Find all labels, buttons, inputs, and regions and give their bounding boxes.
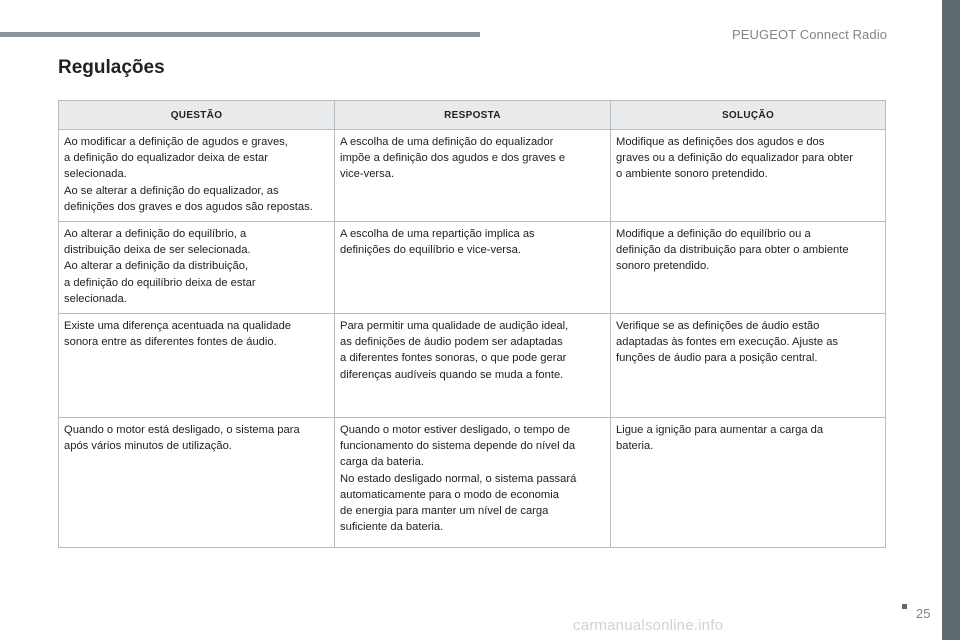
solution-text: Ligue a ignição para aumentar a carga da bateria. xyxy=(616,424,824,453)
answer-text: Quando o motor estiver desligado, o tempo de funcionamento do sistema depende do nível da carga da bateria. No estado desligado normal, o sistema passará automaticamente para o modo de economia de energia para manter um nível de carga suficiente da bateria. xyxy=(340,424,577,534)
answer-cell xyxy=(335,418,611,548)
watermark-text: carmanualsonline.info xyxy=(573,617,724,634)
answer-cell xyxy=(335,222,611,314)
solution-text: Modifique as definições dos agudos e dos graves ou a definição do equalizador para obter o ambiente sonoro pretendido. xyxy=(616,136,853,181)
question-text: Ao alterar a definição do equilíbrio, a distribuição deixa de ser selecionada. Ao alterar a definição da distribuição, a definição do equilíbrio deixa de estar selecionada. xyxy=(64,228,256,305)
question-text: Ao modificar a definição de agudos e graves, a definição do equalizador deixa de estar selecionada. Ao se alterar a definição do equalizador, as definições dos graves e dos agudos são repostas. xyxy=(64,136,313,213)
header-rule xyxy=(0,32,480,37)
page-edge-band xyxy=(942,0,960,640)
answer-cell xyxy=(335,130,611,222)
question-cell xyxy=(59,314,335,418)
column-header-answer: RESPOSTA xyxy=(335,101,611,130)
solution-cell xyxy=(611,130,886,222)
answer-cell xyxy=(335,314,611,418)
question-text: Existe uma diferença acentuada na qualidade sonora entre as diferentes fontes de áudio. xyxy=(64,320,292,349)
solution-cell xyxy=(611,418,886,548)
question-text: Quando o motor está desligado, o sistema para após vários minutos de utilização. xyxy=(64,424,300,453)
table-row xyxy=(59,418,886,548)
solution-cell xyxy=(611,314,886,418)
question-cell xyxy=(59,130,335,222)
table-row xyxy=(59,130,886,222)
page-title: Regulações xyxy=(58,57,165,78)
answer-text: A escolha de uma definição do equalizador impõe a definição dos agudos e dos graves e vice-versa. xyxy=(340,136,566,181)
page-number: 25 xyxy=(916,606,931,621)
question-cell xyxy=(59,418,335,548)
troubleshooting-table xyxy=(58,100,886,548)
table-row xyxy=(59,222,886,314)
page-marker xyxy=(902,604,907,609)
table-header-row xyxy=(59,101,886,130)
column-header-question: QUESTÃO xyxy=(59,101,335,130)
header-title: PEUGEOT Connect Radio xyxy=(732,27,888,42)
solution-text: Verifique se as definições de áudio estão adaptadas às fontes em execução. Ajuste as funções de áudio para a posição central. xyxy=(616,320,839,365)
question-cell xyxy=(59,222,335,314)
troubleshooting-table-container xyxy=(58,100,885,548)
answer-text: Para permitir uma qualidade de audição ideal, as definições de áudio podem ser adaptadas a diferentes fontes sonoras, o que pode gerar diferenças audíveis quando se muda a fonte. xyxy=(340,320,569,381)
solution-cell xyxy=(611,222,886,314)
table-row xyxy=(59,314,886,418)
column-header-solution: SOLUÇÃO xyxy=(611,101,886,130)
solution-text: Modifique a definição do equilíbrio ou a definição da distribuição para obter o ambiente sonoro pretendido. xyxy=(616,228,849,273)
answer-text: A escolha de uma repartição implica as definições do equilíbrio e vice-versa. xyxy=(340,228,535,257)
